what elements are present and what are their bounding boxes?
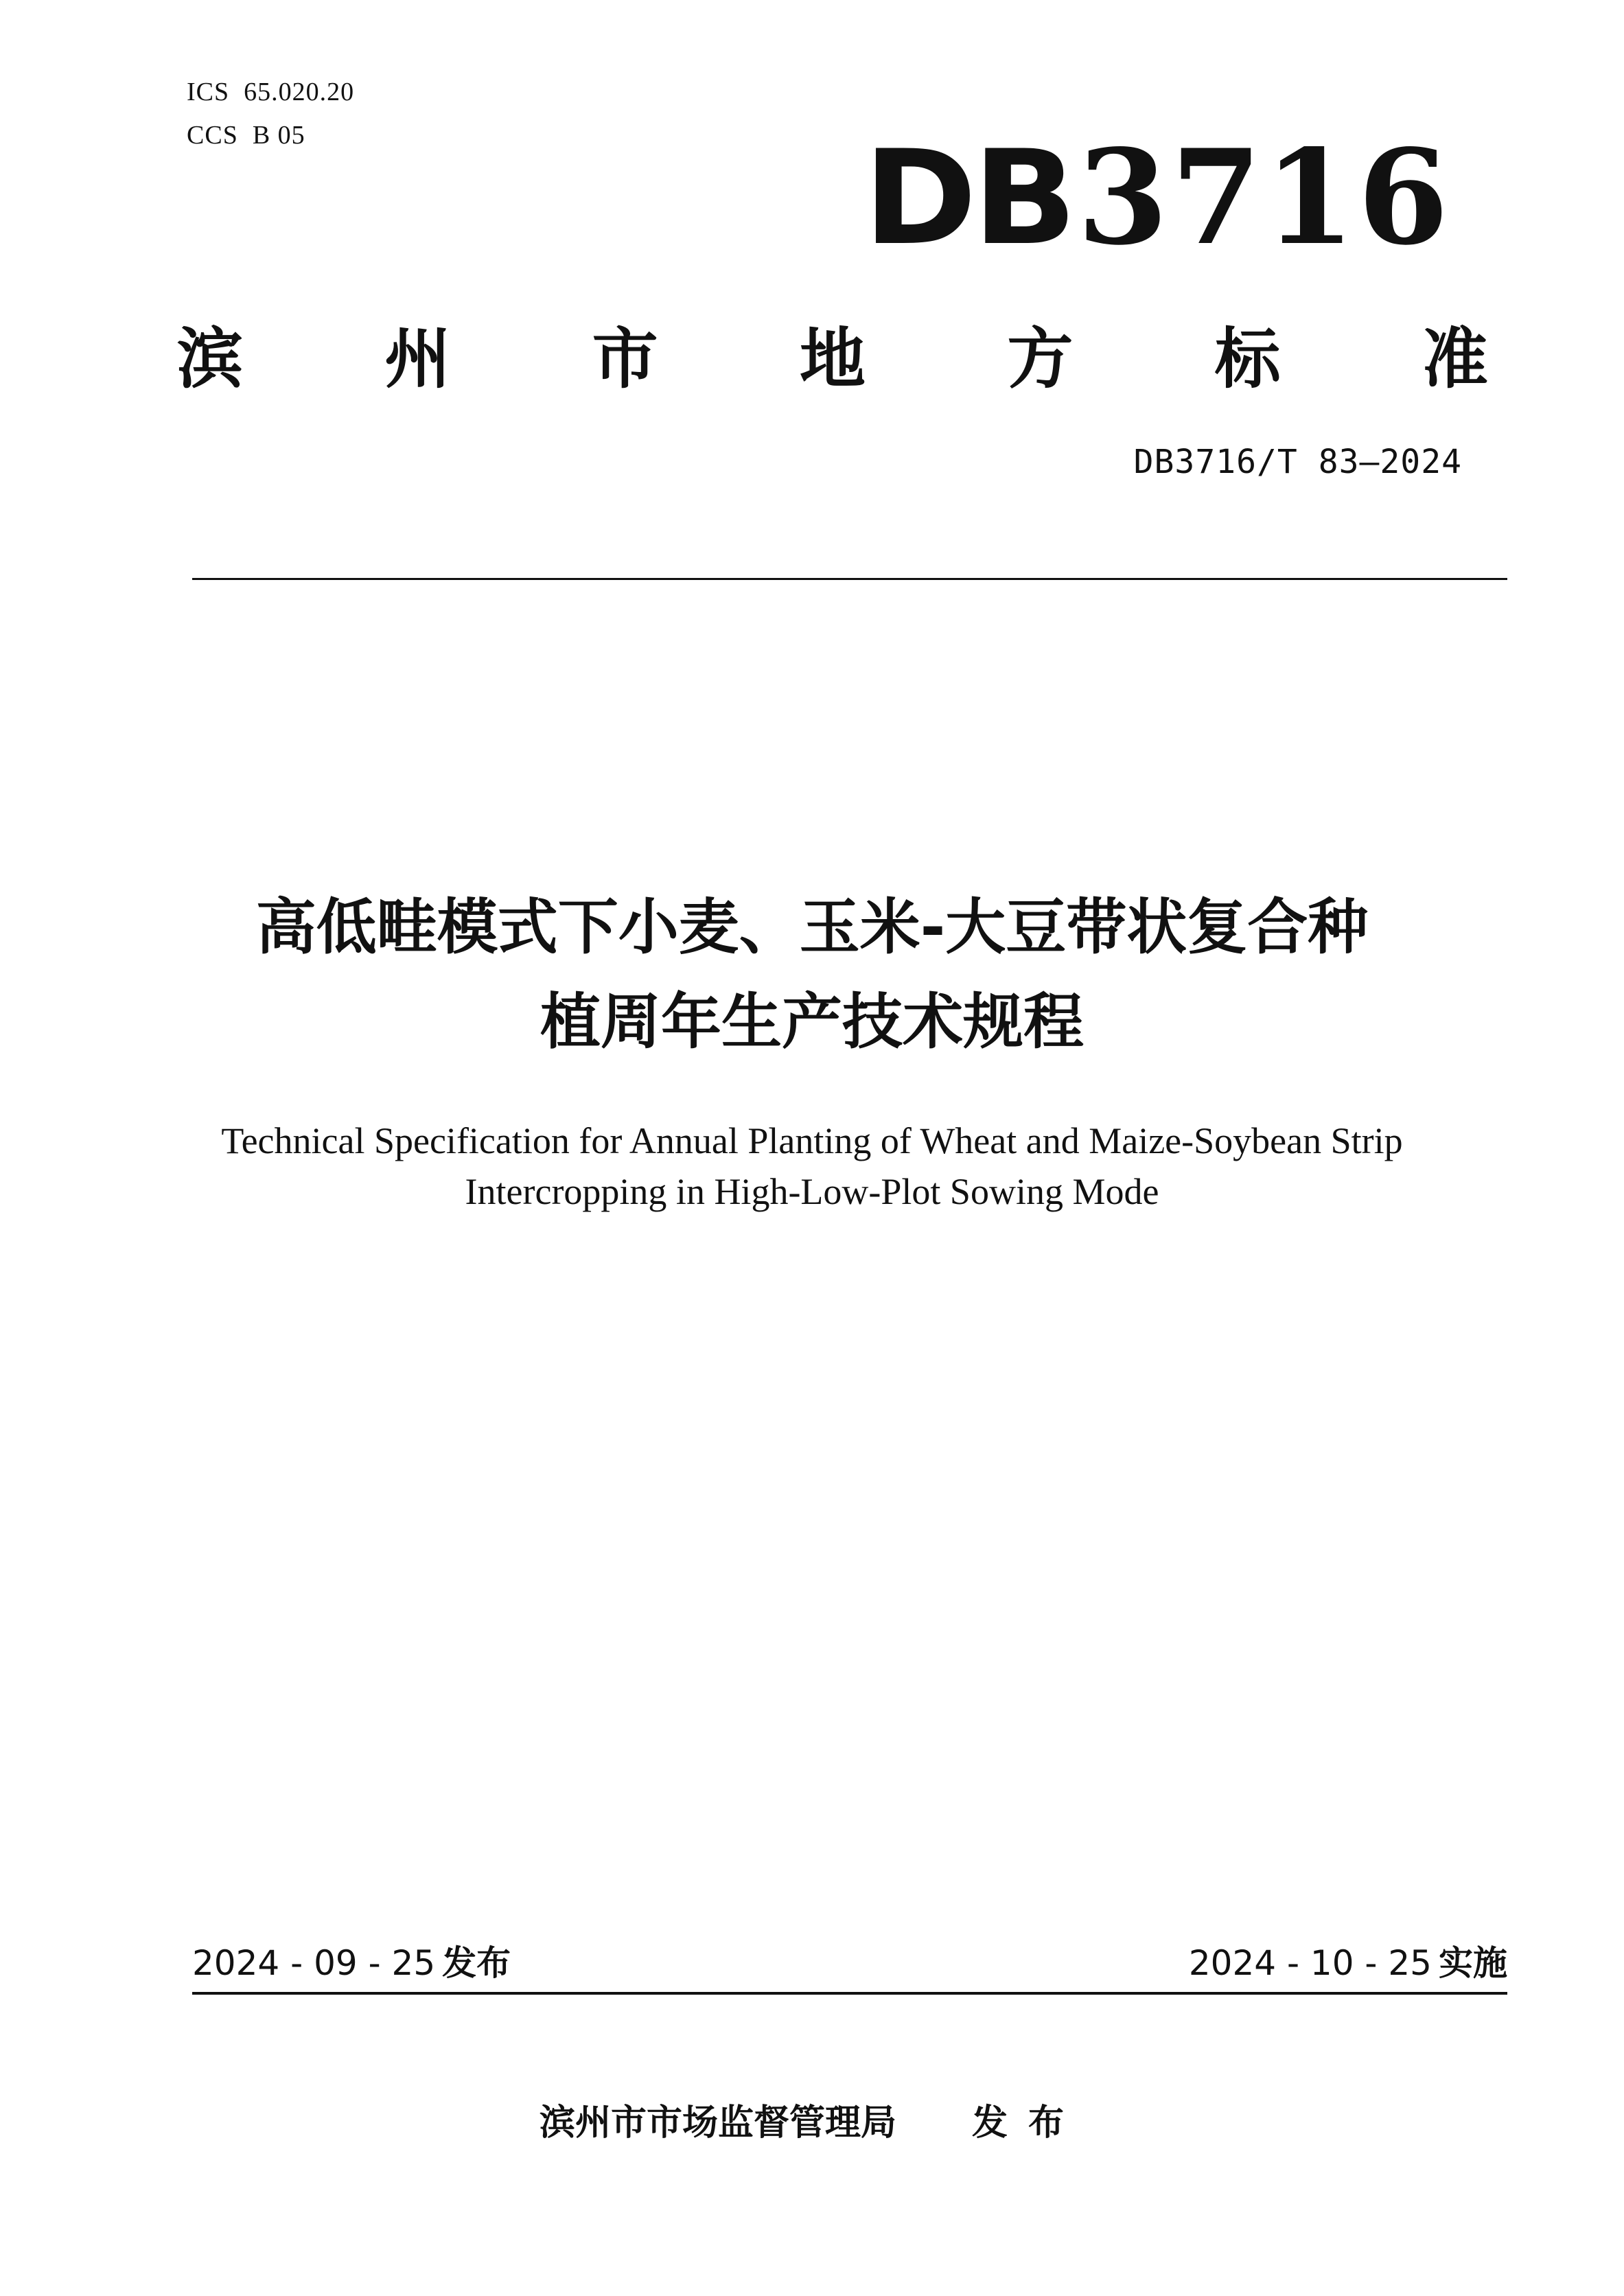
issue-date bbox=[192, 1936, 511, 1985]
standard-type-char: 准 bbox=[1422, 320, 1488, 397]
chinese-title bbox=[137, 880, 1487, 1069]
english-title-line: Technical Specification for Annual Planting of Wheat and Maize-Soybean Strip bbox=[221, 1120, 1403, 1161]
db-logo bbox=[863, 121, 1452, 274]
issue-date-value: 2024 - 09 - 25 bbox=[192, 1943, 436, 1983]
ics-code: ICS 65.020.20 bbox=[187, 78, 355, 106]
implementation-date-label: 实施 bbox=[1439, 1943, 1507, 1983]
db-logo-code: 3716 bbox=[1077, 121, 1452, 274]
top-divider bbox=[192, 578, 1507, 580]
chinese-title-line: 高低畦模式下小麦、玉米-大豆带状复合种 bbox=[255, 892, 1369, 962]
standard-type-char: 州 bbox=[384, 320, 451, 397]
standard-type-char: 方 bbox=[1007, 320, 1074, 397]
implementation-date bbox=[1189, 1936, 1507, 1985]
standard-type-char: 滨 bbox=[177, 320, 243, 397]
standard-type-char: 标 bbox=[1214, 320, 1281, 397]
chinese-title-line: 植周年生产技术规程 bbox=[540, 986, 1084, 1057]
standard-number: DB3716/T 83—2024 bbox=[1133, 443, 1462, 481]
issuer-line bbox=[0, 2094, 1624, 2145]
bottom-divider bbox=[192, 1992, 1507, 1995]
issuer-action: 发布 bbox=[972, 2102, 1085, 2144]
standard-type-char: 市 bbox=[592, 320, 658, 397]
issue-date-label: 发布 bbox=[442, 1943, 511, 1983]
db-logo-prefix: DB bbox=[863, 122, 1073, 274]
english-title-line: Intercropping in High-Low-Plot Sowing Mode bbox=[465, 1171, 1159, 1212]
issuer-name: 滨州市市场监督管理局 bbox=[539, 2102, 896, 2144]
ccs-code: CCS B 05 bbox=[187, 121, 305, 150]
standard-type-heading bbox=[177, 312, 1488, 395]
standard-type-char: 地 bbox=[799, 320, 866, 397]
english-title bbox=[137, 1115, 1487, 1217]
implementation-date-value: 2024 - 10 - 25 bbox=[1188, 1943, 1432, 1983]
